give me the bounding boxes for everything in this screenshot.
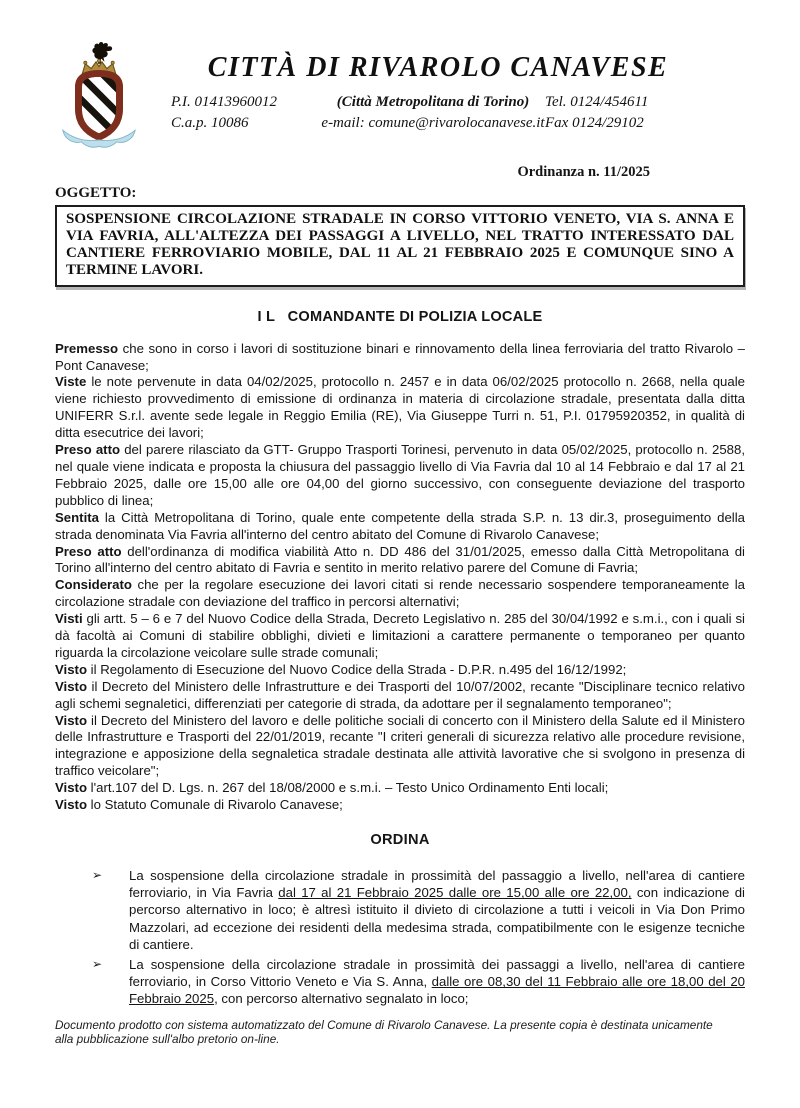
fax-number: Fax 0124/29102 xyxy=(545,115,644,131)
preamble-paragraph: Visto l'art.107 del D. Lgs. n. 267 del 18/08/2000 e s.m.i. – Testo Unico Ordinamento Enti locali; xyxy=(55,780,609,796)
preamble-paragraph: Preso atto del parere rilasciato da GTT- Gruppo Trasporti Torinesi, pervenuto in data 05/02/2025, protocollo n. 2588, nel quale viene indicata e proposta la chiusura del passaggio livello di Via Favria dal 10 al 14 Febbraio e dal 17 al 21 Febbraio 2025, dalle ore 15,00 alle ore 04,00 del giorno successivo, con conseguente deviazione del trasporto pubblico di linea; xyxy=(55,442,745,508)
preamble-paragraph: Considerato che per la regolare esecuzione dei lavori citati si rende necessario sospendere temporaneamente la circolazione stradale con deviazione del traffico in percorsi alternativi; xyxy=(55,577,745,610)
subject-label: OGGETTO: xyxy=(55,185,137,201)
paragraph-lead-word: Premesso xyxy=(55,340,119,356)
order-item xyxy=(55,956,745,1008)
municipality-letterhead xyxy=(55,38,745,154)
municipal-coat-of-arms xyxy=(55,38,143,154)
letterhead-text-block xyxy=(171,38,745,134)
postal-code: C.a.p. 10086 xyxy=(171,115,249,131)
paragraph-lead-word: Visto xyxy=(55,780,88,796)
subject-box: SOSPENSIONE CIRCOLAZIONE STRADALE IN CORSO VITTORIO VENETO, VIA S. ANNA E VIA FAVRIA, ALL'ALTEZZA DEI PASSAGGI A LIVELLO, NEL TRATTO INTERESSATO DAL CANTIERE FERROVIARIO MOBILE, DAL 11 AL 21 FEBBRAIO 2025 E COMUNQUE SINO A TERMINE LAVORI. xyxy=(55,205,745,287)
authority-heading: I L COMANDANTE DI POLIZIA LOCALE xyxy=(257,308,543,325)
preamble-paragraph: Visto il Regolamento di Esecuzione del Nuovo Codice della Strada - D.P.R. n.495 del 16/12/1992; xyxy=(55,661,627,677)
order-item xyxy=(55,867,745,953)
paragraph-lead-word: Preso atto xyxy=(55,442,121,458)
preamble-paragraph: Preso atto dell'ordinanza di modifica viabilità Atto n. DD 486 del 31/01/2025, emesso dalla Città Metropolitana di Torino all'interno del centro abitato di Favria e sentito in merito relativo parere del Comune di Favria; xyxy=(55,543,745,576)
letterhead-info xyxy=(171,92,705,134)
underlined-date-range: dal 17 al 21 Febbraio 2025 dalle ore 15,00 alle ore 22,00, xyxy=(278,885,632,901)
paragraph-lead-word: Visto xyxy=(55,797,88,813)
preamble-paragraph: Visto lo Statuto Comunale di Rivarolo Canavese; xyxy=(55,797,343,813)
paragraph-lead-word: Preso atto xyxy=(55,543,122,559)
order-item-text: La sospensione della circolazione stradale in prossimità dei passaggi a livello, nell'area di cantiere ferroviario, in Corso Vittorio Veneto e Via S. Anna, dalle ore 08,30 del 11 Febbraio alle ore 18,00 del 20 Febbraio 2025, con percorso alternativo segnalato in loco; xyxy=(129,957,745,1007)
preamble-paragraph: Premesso che sono in corso i lavori di sostituzione binari e rinnovamento della linea ferroviaria del tratto Rivarolo – Pont Canavese; xyxy=(55,340,745,373)
ordinance-number: Ordinanza n. 11/2025 xyxy=(517,164,650,180)
preamble-paragraph: Sentita la Città Metropolitana di Torino, quale ente competente della strada S.P. n. 13 dir.3, proseguimento della strada denominata Via Favria all'interno del centro abitato del Comune di Rivarolo Canavese; xyxy=(55,509,745,542)
order-item-text: La sospensione della circolazione stradale in prossimità del passaggio a livello, nell'area di cantiere ferroviario, in Via Favria dal 17 al 21 Febbraio 2025 dalle ore 15,00 alle ore 22,00, con indicazione di percorso alternativo in loco; è altresì istituito il divieto di circolazione a tutti i veicoli in Via Don Primo Mazzolari, ad eccezione dei residenti della medesima strada, compatibilmente con le esigenze tecniche di cantiere. xyxy=(129,868,745,952)
order-list xyxy=(55,867,745,1008)
metropolitan-city-label: (Città Metropolitana di Torino) xyxy=(336,94,530,110)
phone-number: Tel. 0124/454611 xyxy=(545,94,649,110)
preamble-paragraph: Viste le note pervenute in data 04/02/2025, protocollo n. 2457 e in data 06/02/2025 protocollo n. 2668, nella quale viene richiesto provvedimento di emissione di ordinanza in materia di circolazione stradale, presentata dalla ditta UNIFERR S.r.l. avente sede legale in Reggio Emilia (RE), Via Giuseppe Turri n. 51, P.I. 01795920352, in qualità di ditta esecutrice dei lavori; xyxy=(55,374,745,441)
email-address: e-mail: comune@rivarolocanavese.it xyxy=(321,115,545,131)
underlined-date-range: dalle ore 08,30 del 11 Febbraio alle ore 18,00 del 20 Febbraio 2025 xyxy=(129,974,745,1007)
arrow-bullet-icon: ➢ xyxy=(92,868,103,882)
shield-icon xyxy=(67,62,141,137)
order-heading: ORDINA xyxy=(370,832,430,848)
preamble xyxy=(55,341,745,814)
paragraph-lead-word: Visto xyxy=(55,661,88,677)
vat-number: P.I. 01413960012 xyxy=(171,94,277,110)
paragraph-lead-word: Considerato xyxy=(55,577,132,593)
footer-note: Documento prodotto con sistema automatizzato del Comune di Rivarolo Canavese. La presente copia è destinata unicamente alla pubblicazione sull'albo pretorio on-line. xyxy=(55,1017,713,1047)
paragraph-lead-word: Visto xyxy=(55,712,88,728)
rooster-icon xyxy=(92,42,112,64)
paragraph-lead-word: Visto xyxy=(55,678,88,694)
paragraph-lead-word: Sentita xyxy=(55,509,99,525)
preamble-paragraph: Visto il Decreto del Ministero del lavoro e delle politiche sociali di concerto con il Ministero della Salute ed il Ministero delle Infrastrutture e Trasporti del 22/01/2019, recante "I criteri generali di sicurezza relativo alle procedure revisione, integrazione e apposizione della segnaletica stradale destinata alle attività lavorative che si svolgono in presenza di traffico veicolare"; xyxy=(55,712,745,779)
paragraph-lead-word: Viste xyxy=(55,374,87,390)
paragraph-lead-word: Visti xyxy=(55,611,83,627)
preamble-paragraph: Visto il Decreto del Ministero delle Infrastrutture e dei Trasporti del 10/07/2002, recante "Disciplinare tecnico relativo agli schemi segnaletici, differenziati per categorie di strada, da adottare per il segnalamento temporaneo"; xyxy=(55,678,745,711)
preamble-paragraph: Visti gli artt. 5 – 6 e 7 del Nuovo Codice della Strada, Decreto Legislativo n. 285 del 30/04/1992 e s.m.i., con i quali si dà facoltà ai Comuni di stabilire obblighi, divieti e limitazioni a carattere permanente o temporaneo per quanto riguarda la circolazione veicolare sulle strade comunali; xyxy=(55,611,745,660)
arrow-bullet-icon: ➢ xyxy=(92,957,103,972)
municipality-title: CITTÀ DI RIVAROLO CANAVESE xyxy=(207,52,669,83)
